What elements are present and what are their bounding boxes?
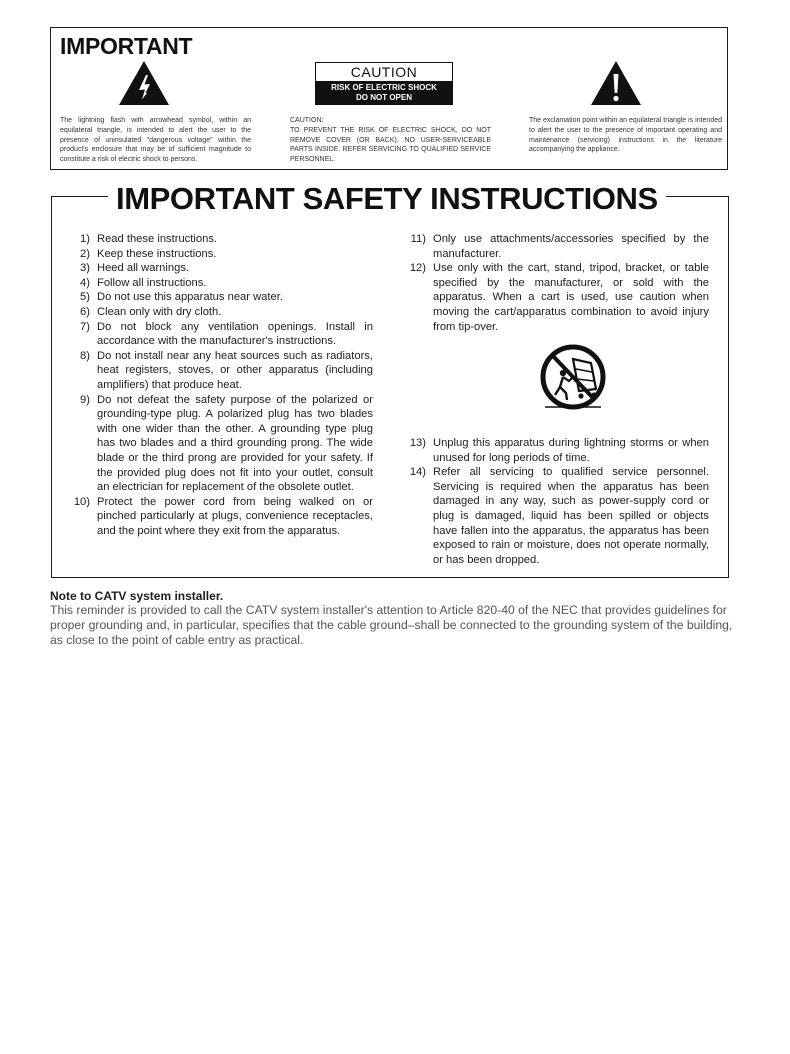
instructions-column-left: [68, 232, 373, 538]
instruction-item: 3) Heed all warnings.: [80, 262, 190, 275]
instructions-column-right-bottom: [404, 436, 709, 567]
instruction-item: 14) Refer all servicing to qualified service personnel. Servicing is required when the apparatus has been damaged in any way, such as power-supply cord or plug is damaged, liquid has been spilled or objects have fallen into the apparatus, the apparatus has been exposed to rain or moisture, does not operate normally, or has been dropped.: [409, 466, 709, 566]
instruction-item: 4) Follow all instructions.: [80, 276, 207, 289]
instruction-item: 9) Do not defeat the safety purpose of the polarized or grounding-type plug. A polarized plug has two blades with one wider than the other. A grounding type plug has two blades and a third grounding prong. The wide blade or the third prong are provided for your safety. If the provided plug does not fit into your outlet, consult an electrician for replacement of the obsolete outlet.: [80, 393, 373, 494]
safety-instructions-panel: [51, 181, 729, 578]
important-heading: IMPORTANT: [60, 33, 193, 59]
lightning-symbol-note: The lightning flash with arrowhead symbol, within an equilateral triangle, is intended to alert the user to the presence of uninsulated "dangerous voltage" within the product's enclosure that may be of sufficient magnitude to constitute a risk of electric shock to persons.: [60, 117, 251, 164]
instruction-item: 13) Unplug this apparatus during lightning storms or when unused for long periods of time.: [409, 437, 709, 464]
instruction-item: 6) Clean only with dry cloth.: [80, 305, 222, 318]
exclamation-warning-icon: [590, 60, 642, 106]
caution-label-line2: DO NOT OPEN: [355, 92, 412, 102]
caution-note-text: TO PREVENT THE RISK OF ELECTRIC SHOCK, DO NOT REMOVE COVER (OR BACK). NO USER-SERVICEABLE PARTS INSIDE. REFER SERVICING TO QUALIFIED SERVICE PERSONNEL.: [290, 126, 491, 164]
instruction-item: 2) Keep these instructions.: [80, 247, 217, 260]
caution-note-heading: CAUTION:: [290, 117, 324, 124]
exclamation-symbol-note: The exclamation point within an equilateral triangle is intended to alert the user to the presence of important operating and maintenance (servicing) instructions in the literature accompanying the appliance.: [529, 117, 723, 154]
instruction-item: 5) Do not use this apparatus near water.: [80, 291, 283, 304]
caution-label-warning: [316, 81, 452, 104]
caution-label-line1: RISK OF ELECTRIC SHOCK: [331, 83, 437, 92]
important-panel: [50, 27, 728, 170]
cart-tip-over-icon: [539, 343, 607, 420]
safety-instructions-heading: IMPORTANT SAFETY INSTRUCTIONS: [108, 181, 666, 217]
instructions-column-right-top: [404, 232, 709, 334]
instruction-item: 11) Only use attachments/accessories specified by the manufacturer.: [410, 233, 709, 260]
lightning-warning-icon: [118, 60, 170, 106]
instruction-item: 12) Use only with the cart, stand, tripod, bracket, or table specified by the manufacturer, or sold with the apparatus. When a cart is used, use caution when moving the cart/apparatus combination to avoid injury from tip-over.: [409, 262, 709, 333]
caution-label-title: CAUTION: [350, 64, 418, 80]
caution-note: [290, 116, 491, 165]
catv-note-body: This reminder is provided to call the CATV system installer's attention to Article 820-40 of the NEC that provides guidelines for proper grounding and, in particular, specifies that the cable ground–shall be connected to the grounding system of the building, as close to the point of cable entry as practical.: [50, 603, 733, 647]
caution-label: [315, 62, 453, 105]
catv-note-heading: Note to CATV system installer.: [50, 589, 224, 603]
instruction-item: 7) Do not block any ventilation openings. Install in accordance with the manufacturer's instructions.: [80, 320, 373, 348]
instruction-item: 8) Do not install near any heat sources such as radiators, heat registers, stoves, or other apparatus (including amplifiers) that produce heat.: [80, 349, 373, 391]
instruction-item: 1) Read these instructions.: [80, 233, 218, 245]
instruction-item: 10) Protect the power cord from being walked on or pinched particularly at plugs, convenience receptacles, and the point where they exit from the apparatus.: [73, 495, 373, 537]
